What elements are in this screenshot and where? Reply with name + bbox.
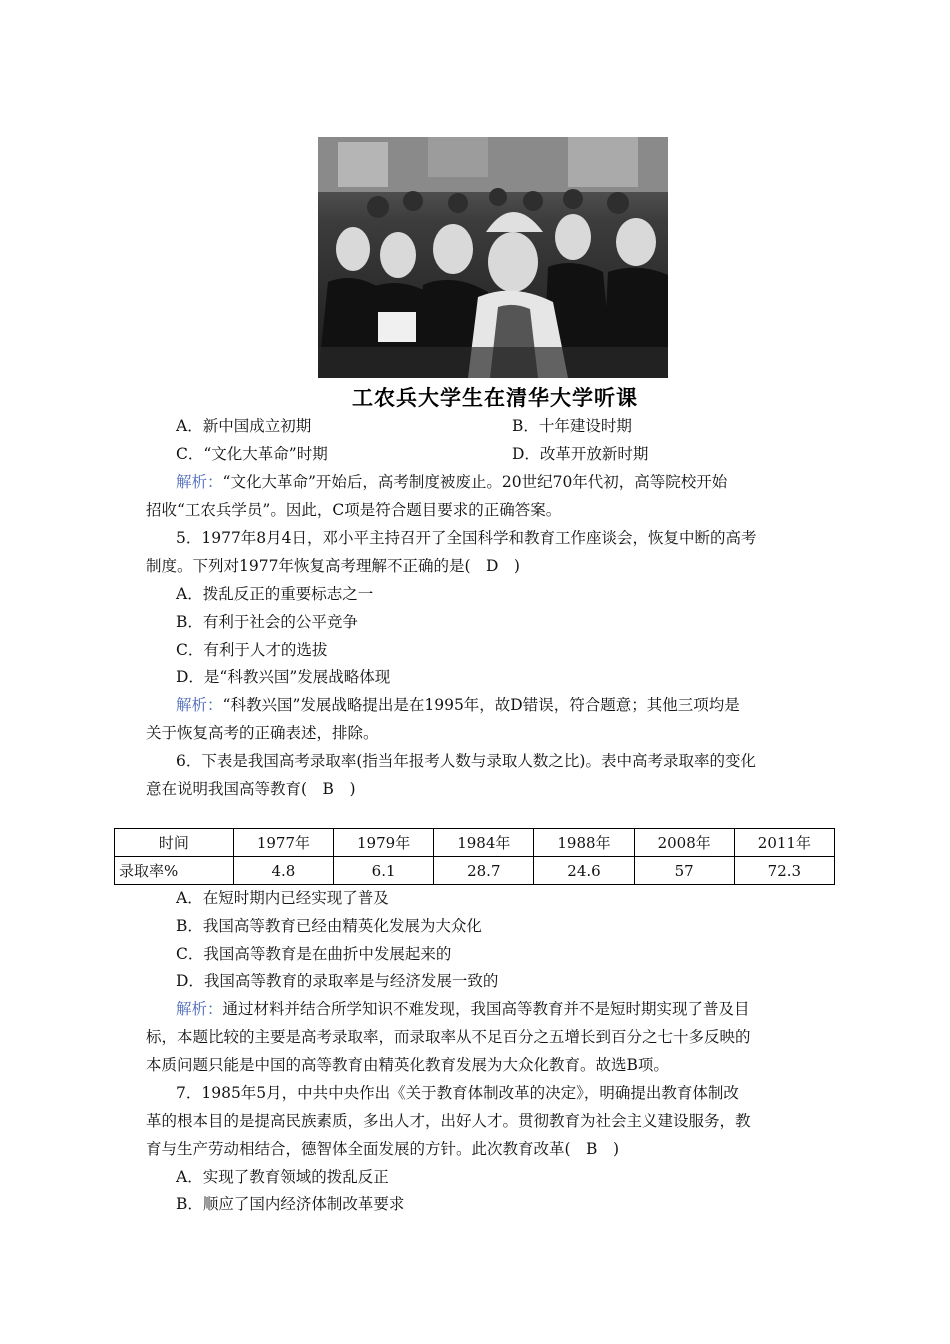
q7-option-b: B．顺应了国内经济体制改革要求 (176, 1195, 405, 1213)
photo-caption: 工农兵大学生在清华大学听课 (352, 386, 638, 410)
q4-option-d: D．改革开放新时期 (512, 445, 649, 463)
q4-analysis-text-1: “文化大革命”开始后，高考制度被废止。20世纪70年代初，高等院校开始 (222, 473, 728, 491)
q6-stem-2: 意在说明我国高等教育( B ) (146, 780, 356, 798)
table-cell: 6.1 (334, 857, 434, 885)
table-cell: 2008年 (634, 829, 734, 857)
q5-option-d: D．是“科教兴国”发展战略体现 (176, 668, 391, 686)
q6-option-d: D．我国高等教育的录取率是与经济发展一致的 (176, 972, 499, 990)
q5-option-c: C．有利于人才的选拔 (176, 641, 328, 659)
q6-option-a: A．在短时期内已经实现了普及 (176, 889, 389, 907)
q4-analysis-text-2: 招收“工农兵学员”。因此，C项是符合题目要求的正确答案。 (146, 501, 562, 519)
table-header-row (115, 829, 835, 857)
q6-option-c: C．我国高等教育是在曲折中发展起来的 (176, 945, 452, 963)
table-cell: 录取率% (115, 857, 234, 885)
table-cell: 1977年 (233, 829, 333, 857)
classroom-photo (318, 137, 668, 378)
analysis-label: 解析： (176, 696, 223, 714)
admission-rate-table (114, 828, 835, 885)
q7-stem-1: 7．1985年5月，中共中央作出《关于教育体制改革的决定》，明确提出教育体制改 (176, 1084, 739, 1102)
q6-analysis-text-1: 通过材料并结合所学知识不难发现，我国高等教育并不是短时期实现了普及目 (222, 1000, 750, 1018)
analysis-label: 解析： (176, 1000, 223, 1018)
q6-option-b: B．我国高等教育已经由精英化发展为大众化 (176, 917, 482, 935)
table-cell: 4.8 (233, 857, 333, 885)
table-cell: 24.6 (534, 857, 634, 885)
table-cell: 57 (634, 857, 734, 885)
q7-stem-3: 育与生产劳动相结合，德智体全面发展的方针。此次教育改革( B ) (146, 1140, 619, 1158)
q4-option-b: B．十年建设时期 (512, 417, 632, 435)
q4-analysis-line (176, 472, 727, 492)
q5-stem-1: 5．1977年8月4日，邓小平主持召开了全国科学和教育工作座谈会，恢复中断的高考 (176, 529, 757, 547)
q7-stem-2: 革的根本目的是提高民族素质，多出人才，出好人才。贯彻教育为社会主义建设服务，教 (146, 1112, 751, 1130)
table-cell: 72.3 (734, 857, 834, 885)
q6-analysis-text-2: 标，本题比较的主要是高考录取率，而录取率从不足百分之五增长到百分之七十多反映的 (146, 1028, 751, 1046)
q5-option-b: B．有利于社会的公平竞争 (176, 613, 358, 631)
q5-analysis-text-1: “科教兴国”发展战略提出是在1995年，故D错误，符合题意；其他三项均是 (222, 696, 740, 714)
analysis-label: 解析： (176, 473, 223, 491)
table-cell: 28.7 (434, 857, 534, 885)
q6-analysis-text-3: 本质问题只能是中国的高等教育由精英化教育发展为大众化教育。故选B项。 (146, 1056, 669, 1074)
table-cell: 时间 (115, 829, 234, 857)
table-cell: 1979年 (334, 829, 434, 857)
table-cell: 1988年 (534, 829, 634, 857)
q4-option-c: C．“文化大革命”时期 (176, 445, 328, 463)
q6-analysis-line (176, 999, 750, 1019)
table-cell: 1984年 (434, 829, 534, 857)
q7-option-a: A．实现了教育领域的拨乱反正 (176, 1168, 389, 1186)
q5-analysis-text-2: 关于恢复高考的正确表述，排除。 (146, 724, 379, 742)
q5-analysis-line (176, 695, 740, 715)
q5-stem-2: 制度。下列对1977年恢复高考理解不正确的是( D ) (146, 557, 520, 575)
q4-option-a: A．新中国成立初期 (176, 417, 312, 435)
table-row (115, 857, 835, 885)
q6-stem-1: 6．下表是我国高考录取率(指当年报考人数与录取人数之比)。表中高考录取率的变化 (176, 752, 756, 770)
table-cell: 2011年 (734, 829, 834, 857)
q5-option-a: A．拨乱反正的重要标志之一 (176, 585, 374, 603)
